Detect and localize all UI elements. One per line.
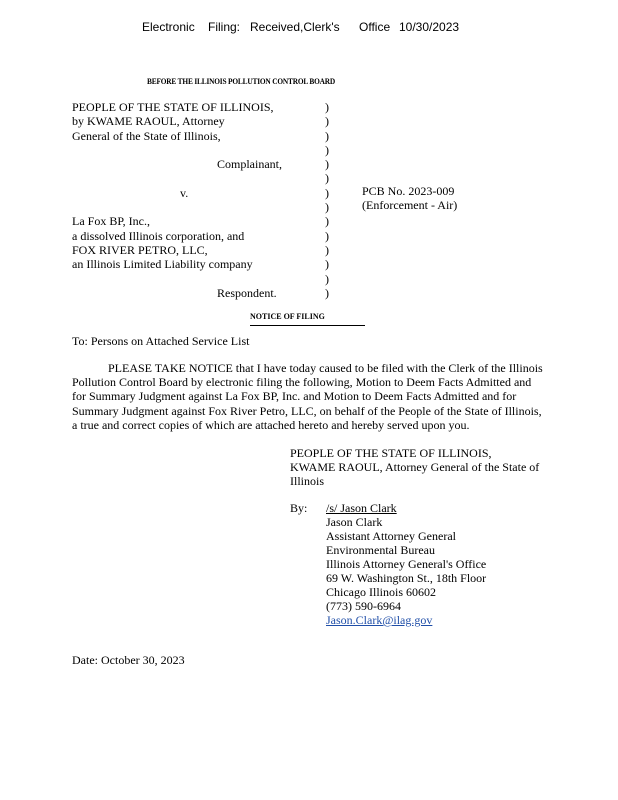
date-line: Date: October 30, 2023 [72,653,185,667]
caption-line: PEOPLE OF THE STATE OF ILLINOIS, [72,100,274,114]
header-electronic: Electronic [142,20,195,34]
caption-versus: v. [180,185,189,200]
attorney-bureau: Environmental Bureau [326,543,435,557]
header-filing: Filing: [208,20,241,34]
paren: ) [325,200,329,215]
paren: ) [325,100,329,114]
caption-parties [72,100,322,300]
signature-party-block [290,446,590,488]
caption-complainant: Complainant, [217,157,282,172]
by-label: By: [290,501,308,515]
paren: ) [325,142,329,157]
caption-line: La Fox BP, Inc., [72,214,150,229]
signature-details [326,501,486,627]
paren: ) [325,242,329,257]
notice-body-line: PLEASE TAKE NOTICE that I have today caused to be filed with the Clerk of the Illinois [108,361,543,375]
paren: ) [325,214,329,229]
case-info [362,184,457,212]
caption-line: an Illinois Limited Liability company [72,257,253,272]
caption-respondent: Respondent. [217,285,277,300]
attorney-city: Chicago Illinois 60602 [326,585,436,599]
board-heading: BEFORE THE ILLINOIS POLLUTION CONTROL BOARD [147,77,336,86]
caption-line: FOX RIVER PETRO, LLC, [72,242,208,257]
caption-line: a dissolved Illinois corporation, and [72,228,245,243]
case-number: PCB No. 2023-009 [362,184,455,198]
caption-line [72,200,322,214]
signature-party-line: KWAME RAOUL, Attorney General of the State of [290,460,540,474]
caption-line: General of the State of Illinois, [72,128,221,143]
signature-party-line: PEOPLE OF THE STATE OF ILLINOIS, [290,446,492,460]
paren: ) [325,171,329,186]
paren: ) [325,185,329,200]
signature: /s/ Jason Clark [326,501,397,515]
to-line: To: Persons on Attached Service List [72,334,250,348]
caption-line [72,143,322,157]
caption-line [72,272,322,286]
notice-body-line: Pollution Control Board by electronic filing the following, Motion to Deem Facts Admitted and [72,375,532,390]
notice-title: NOTICE OF FILING [250,310,365,326]
notice-body [72,361,602,432]
attorney-street: 69 W. Washington St., 18th Floor [326,571,487,585]
header-date: 10/30/2023 [399,20,460,34]
paren: ) [325,128,329,143]
paren: ) [325,271,329,286]
paren: ) [325,157,329,172]
notice-body-line: for Summary Judgment against La Fox BP, Inc. and Motion to Deem Facts Admitted and for [72,389,517,404]
attorney-name: Jason Clark [326,515,383,529]
attorney-office: Illinois Attorney General's Office [326,557,487,571]
case-type: (Enforcement - Air) [362,198,458,212]
paren: ) [325,114,329,129]
header-office: Office [359,20,391,34]
signature-party-line: Illinois [290,474,325,488]
attorney-email-link[interactable]: Jason.Clark@ilag.gov [326,613,433,627]
attorney-title: Assistant Attorney General [326,529,456,543]
notice-body-line: Summary Judgment against Fox River Petro, LLC, on behalf of the People of the State of Illinois, [72,403,542,418]
header-received: Received,Clerk's [250,20,340,34]
attorney-phone: (773) 590-6964 [326,599,401,613]
paren: ) [325,285,329,300]
caption-parentheses [325,100,335,300]
notice-body-line: a true and correct copies of which are attached hereto and hereby served upon you. [72,417,470,432]
caption-line: by KWAME RAOUL, Attorney [72,114,225,129]
caption-line [72,171,322,185]
paren: ) [325,228,329,243]
paren: ) [325,257,329,272]
